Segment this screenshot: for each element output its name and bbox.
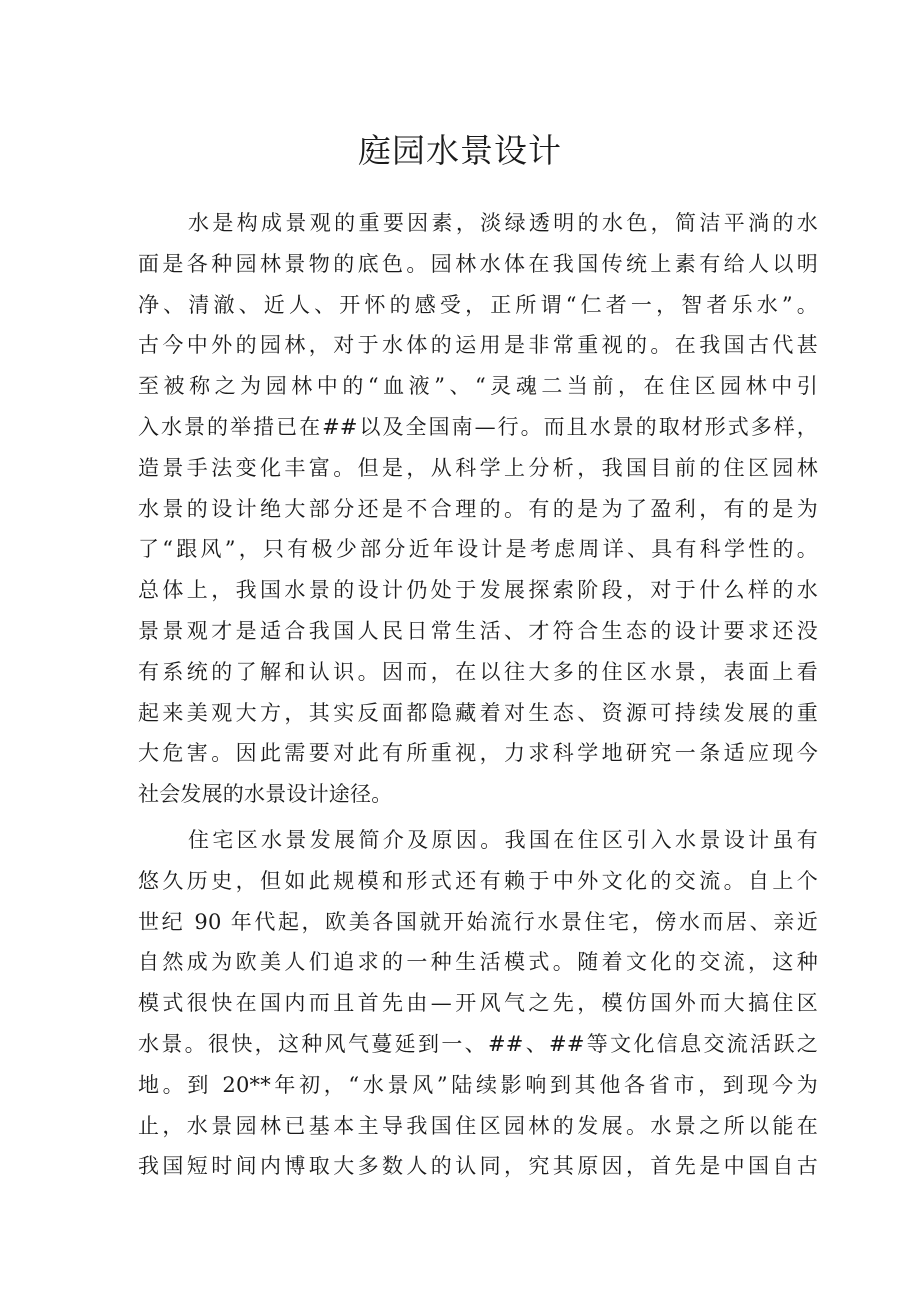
paragraph-line: 水景。很快，这种风气蔓延到一、##、##等文化信息交流活跃之: [138, 1031, 818, 1056]
paragraph-line: 自然成为欧美人们追求的一种生活模式。随着文化的交流，这种: [138, 950, 818, 975]
paragraph-line: 模式很快在国内而且首先由—开风气之先，模仿国外而大搞住区: [138, 991, 818, 1016]
paragraph-intro: [138, 203, 818, 815]
paragraph-line: 面是各种园林景物的底色。园林水体在我国传统上素有给人以明: [138, 251, 818, 276]
paragraph-line: 总体上，我国水景的设计仍处于发展探索阶段，对于什么样的水: [138, 578, 818, 603]
paragraph-line: 水是构成景观的重要因素，淡绿透明的水色，简洁平淌的水: [188, 211, 818, 235]
paragraph-line: 我国短时间内博取大多数人的认同，究其原因，首先是中国自古: [138, 1154, 818, 1179]
paragraph-line: 古今中外的园林，对于水体的运用是非常重视的。在我国古代甚: [138, 333, 818, 358]
paragraph-line: 水景的设计绝大部分还是不合理的。有的是为了盈利，有的是为: [138, 496, 818, 521]
paragraph-line: 世纪 90 年代起，欧美各国就开始流行水景住宅，傍水而居、亲近: [138, 909, 818, 934]
paragraph-line: 住宅区水景发展简介及原因。我国在住区引入水景设计虽有: [188, 828, 818, 852]
paragraph-line: 有系统的了解和认识。因而，在以往大多的住区水景，表面上看: [138, 659, 818, 684]
paragraph-line: 悠久历史，但如此规模和形式还有赖于中外文化的交流。自上个: [138, 868, 818, 893]
paragraph-line: 景景观才是适合我国人民日常生活、才符合生态的设计要求还没: [138, 618, 818, 643]
paragraph-line: 社会发展的水景设计途径。: [138, 782, 393, 807]
paragraph-line: 造景手法变化丰富。但是，从科学上分析，我国目前的住区园林: [138, 455, 818, 480]
paragraph-line: 止，水景园林已基本主导我国住区园林的发展。水景之所以能在: [138, 1113, 818, 1138]
paragraph-line: 至被称之为园林中的“血液”、“灵魂二当前，在住区园林中引: [138, 374, 818, 399]
paragraph-line: 净、清澈、近人、开怀的感受，正所谓“仁者一，智者乐水”。: [138, 292, 818, 317]
paragraph-line: 了“跟风”，只有极少部分近年设计是考虑周详、具有科学性的。: [138, 537, 818, 562]
document-title: 庭园水景设计: [358, 131, 562, 170]
paragraph-line: 起来美观大方，其实反面都隐藏着对生态、资源可持续发展的重: [138, 700, 818, 725]
paragraph-line: 入水景的举措已在##以及全国南—行。而且水景的取材形式多样，: [138, 414, 818, 439]
paragraph-line: 地。到 20**年初，“水景风”陆续影响到其他各省市，到现今为: [138, 1072, 818, 1097]
paragraph-development: [138, 820, 818, 1187]
paragraph-line: 大危害。因此需要对此有所重视，力求科学地研究一条适应现今: [138, 741, 818, 766]
